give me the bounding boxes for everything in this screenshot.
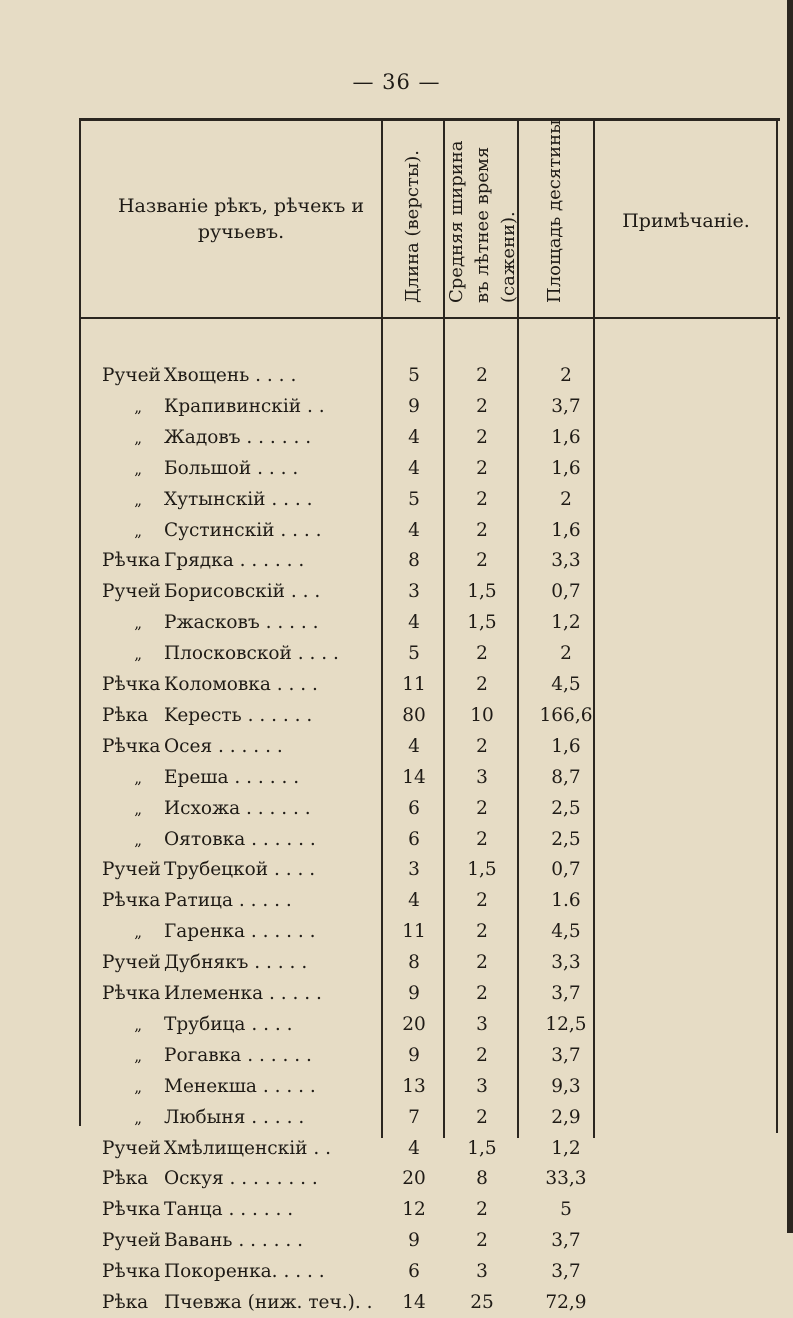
- header-width-line: (сажени).: [498, 211, 519, 303]
- river-name-cell: [102, 545, 378, 576]
- river-name-cell: [102, 916, 378, 948]
- type-prefix: Рѣчка: [102, 550, 161, 572]
- table-row: [0, 978, 793, 1009]
- area-cell: 1,6: [551, 426, 581, 448]
- length-cell: 20: [402, 1168, 426, 1190]
- area-cell: 1,6: [551, 519, 581, 541]
- river-name: Ратица . . . . .: [164, 890, 292, 912]
- type-prefix: „: [134, 459, 142, 478]
- width-cell: 2: [476, 365, 488, 386]
- area-cell: 3,3: [551, 550, 581, 572]
- width-cell: 2: [476, 488, 488, 510]
- area-cell: 3,7: [551, 1044, 581, 1066]
- river-name-cell: [102, 360, 378, 391]
- type-prefix: Рѣчка: [102, 890, 161, 912]
- table-row: [0, 1287, 793, 1318]
- length-cell: 9: [408, 1230, 420, 1252]
- table-row: [0, 1133, 793, 1164]
- river-name-cell: [102, 978, 378, 1009]
- type-prefix: Ручей: [102, 1230, 161, 1252]
- type-prefix: Рѣка: [102, 1168, 149, 1190]
- river-name-cell: [102, 793, 378, 825]
- river-name-cell: [102, 607, 378, 639]
- area-cell: 3,7: [551, 983, 581, 1004]
- river-name: Крапивинскій . .: [164, 395, 325, 417]
- width-cell: 2: [476, 1230, 488, 1252]
- width-cell: 3: [476, 1075, 488, 1097]
- river-name: Грядка . . . . . .: [164, 550, 305, 572]
- table-top-rule: [80, 118, 780, 121]
- area-cell: 1,2: [551, 1137, 581, 1159]
- header-width-line: Средняя ширина: [446, 140, 467, 303]
- length-cell: 3: [408, 859, 420, 881]
- length-cell: 4: [408, 890, 420, 912]
- river-name: Дубнякъ . . . . .: [164, 952, 308, 974]
- river-name-cell: [102, 1194, 378, 1225]
- river-name: Плосковской . . . .: [164, 643, 339, 665]
- river-name-cell: [102, 947, 378, 978]
- area-cell: 12,5: [545, 1013, 587, 1035]
- area-cell: 1.6: [551, 890, 581, 912]
- area-cell: 0,7: [551, 581, 581, 603]
- river-name-cell: [102, 453, 378, 485]
- width-cell: 2: [476, 735, 488, 757]
- table-row: [0, 484, 793, 515]
- type-prefix: „: [134, 1077, 142, 1096]
- area-cell: 3,7: [551, 1261, 581, 1283]
- width-cell: 2: [476, 426, 488, 448]
- river-name: Keресть . . . . . .: [164, 704, 313, 726]
- table-row: [0, 1009, 793, 1040]
- table-row: [0, 731, 793, 762]
- area-cell: 4,5: [551, 921, 581, 943]
- river-name: Сустинскій . . . .: [164, 519, 322, 541]
- width-cell: 2: [476, 983, 488, 1004]
- header-area-column: Площадь десятины: [544, 119, 565, 303]
- length-cell: 4: [408, 457, 420, 479]
- length-cell: 14: [402, 1292, 426, 1313]
- river-name: Вавань . . . . . .: [164, 1230, 304, 1252]
- area-cell: 3,7: [551, 1230, 581, 1252]
- river-name-cell: [102, 1102, 378, 1134]
- width-cell: 8: [476, 1168, 488, 1190]
- area-cell: 72,9: [545, 1292, 587, 1313]
- river-name: Жадовъ . . . . . .: [164, 426, 312, 448]
- river-name: Исхожа . . . . . .: [164, 797, 311, 819]
- table-row: [0, 1071, 793, 1102]
- width-cell: 2: [476, 921, 488, 943]
- table-row: [0, 1040, 793, 1071]
- river-name-cell: [102, 731, 378, 762]
- type-prefix: Ручей: [102, 1137, 161, 1159]
- width-cell: 2: [476, 797, 488, 819]
- area-cell: 2,5: [551, 828, 581, 850]
- table-row: [0, 885, 793, 916]
- area-cell: 166,6: [539, 704, 593, 726]
- table-row: [0, 916, 793, 947]
- type-prefix: „: [134, 1015, 142, 1034]
- river-name-cell: [102, 422, 378, 454]
- header-width-line: въ лѣтнее время: [472, 146, 493, 303]
- table-row: [0, 1102, 793, 1133]
- river-name-cell: [102, 762, 378, 794]
- area-cell: 1,6: [551, 735, 581, 757]
- river-name-cell: [102, 1040, 378, 1072]
- length-cell: 8: [408, 550, 420, 572]
- type-prefix: „: [134, 428, 142, 447]
- length-cell: 5: [408, 488, 420, 510]
- header-name-column: Названіе рѣкъ, рѣчекъ и ручьевъ.: [117, 195, 365, 243]
- area-cell: 1,6: [551, 457, 581, 479]
- river-name-cell: [102, 1163, 378, 1194]
- table-row: [0, 1194, 793, 1225]
- type-prefix: „: [134, 521, 142, 540]
- length-cell: 6: [408, 828, 420, 850]
- width-cell: 3: [476, 766, 488, 788]
- area-cell: 5: [560, 1199, 572, 1221]
- river-name: Гаренка . . . . . .: [164, 921, 316, 943]
- river-name: Любыня . . . . .: [164, 1106, 305, 1128]
- river-name-cell: [102, 669, 378, 700]
- river-name-cell: [102, 1256, 378, 1287]
- width-cell: 10: [470, 704, 494, 726]
- width-cell: 2: [476, 519, 488, 541]
- width-cell: 2: [476, 674, 488, 695]
- river-name: Менекша . . . . .: [164, 1075, 316, 1097]
- river-name: Большой . . . .: [164, 457, 299, 479]
- type-prefix: „: [134, 799, 142, 818]
- length-cell: 9: [408, 395, 420, 417]
- table-row: [0, 422, 793, 453]
- table-row: [0, 1163, 793, 1194]
- length-cell: 3: [408, 581, 420, 603]
- table-row: [0, 576, 793, 607]
- table-row: [0, 515, 793, 546]
- type-prefix: „: [134, 614, 142, 633]
- river-name-cell: [102, 576, 378, 607]
- width-cell: 2: [476, 828, 488, 850]
- table-row: [0, 762, 793, 793]
- type-prefix: „: [134, 645, 142, 664]
- width-cell: 2: [476, 457, 488, 479]
- width-cell: 1,5: [467, 581, 497, 603]
- page-number: — 36 —: [352, 70, 441, 94]
- river-name: Осея . . . . . .: [164, 735, 283, 757]
- river-name: Борисовскій . . .: [164, 581, 321, 603]
- width-cell: 25: [470, 1292, 494, 1313]
- area-cell: 4,5: [551, 674, 581, 695]
- header-note-column: Примѣчаніе.: [622, 210, 750, 232]
- type-prefix: Рѣка: [102, 1292, 149, 1313]
- area-cell: 2: [560, 365, 572, 386]
- length-cell: 80: [402, 704, 426, 726]
- type-prefix: Ручей: [102, 581, 161, 603]
- area-cell: 2,5: [551, 797, 581, 819]
- width-cell: 3: [476, 1013, 488, 1035]
- length-cell: 5: [408, 365, 420, 386]
- type-prefix: Рѣчка: [102, 735, 161, 757]
- width-cell: 2: [476, 395, 488, 417]
- river-name-cell: [102, 1071, 378, 1103]
- header-width-column: [444, 141, 522, 303]
- river-name: Хутынскій . . . .: [164, 488, 313, 510]
- type-prefix: „: [134, 830, 142, 849]
- length-cell: 11: [402, 921, 426, 943]
- river-name: Ереша . . . . . .: [164, 766, 300, 788]
- river-name-cell: [102, 515, 378, 547]
- table-row: [0, 453, 793, 484]
- length-cell: 9: [408, 983, 420, 1004]
- river-name-cell: [102, 824, 378, 856]
- type-prefix: Рѣчка: [102, 1199, 161, 1221]
- area-cell: 8,7: [551, 766, 581, 788]
- river-name-cell: [102, 391, 378, 423]
- length-cell: 6: [408, 797, 420, 819]
- length-cell: 11: [402, 674, 426, 695]
- river-name-cell: [102, 1287, 378, 1318]
- area-cell: 2: [560, 488, 572, 510]
- width-cell: 3: [476, 1261, 488, 1283]
- type-prefix: Ручей: [102, 952, 161, 974]
- type-prefix: „: [134, 490, 142, 509]
- table-row: [0, 1225, 793, 1256]
- river-name-cell: [102, 1225, 378, 1256]
- table-row: [0, 947, 793, 978]
- length-cell: 4: [408, 1137, 420, 1159]
- river-name: Оятовка . . . . . .: [164, 828, 316, 850]
- length-cell: 12: [402, 1199, 426, 1221]
- width-cell: 2: [476, 1106, 488, 1128]
- width-cell: 2: [476, 643, 488, 665]
- length-cell: 5: [408, 643, 420, 665]
- table-row: [0, 1256, 793, 1287]
- river-name: Илеменка . . . . .: [164, 983, 322, 1004]
- type-prefix: „: [134, 397, 142, 416]
- river-name: Трубецкой . . . .: [164, 859, 316, 881]
- width-cell: 1,5: [467, 859, 497, 881]
- table-row: [0, 360, 793, 391]
- table-row: [0, 607, 793, 638]
- table-row: [0, 793, 793, 824]
- table-row: [0, 824, 793, 855]
- type-prefix: „: [134, 1108, 142, 1127]
- river-name-cell: [102, 700, 378, 731]
- length-cell: 4: [408, 519, 420, 541]
- length-cell: 4: [408, 735, 420, 757]
- length-cell: 14: [402, 766, 426, 788]
- river-name: Трубица . . . .: [164, 1013, 293, 1035]
- area-cell: 2: [560, 643, 572, 665]
- width-cell: 1,5: [467, 1137, 497, 1159]
- table-row: [0, 669, 793, 700]
- type-prefix: Рѣчка: [102, 983, 161, 1004]
- length-cell: 7: [408, 1106, 420, 1128]
- type-prefix: Ручей: [102, 365, 161, 386]
- table-row: [0, 854, 793, 885]
- river-name-cell: [102, 638, 378, 670]
- river-name-cell: [102, 885, 378, 916]
- area-cell: 2,9: [551, 1106, 581, 1128]
- area-cell: 3,7: [551, 395, 581, 417]
- width-cell: 2: [476, 550, 488, 572]
- area-cell: 9,3: [551, 1075, 581, 1097]
- area-cell: 0,7: [551, 859, 581, 881]
- river-name: Хмѣлищенскій . .: [164, 1137, 331, 1159]
- river-name: Танца . . . . . .: [164, 1199, 294, 1221]
- table-row: [0, 391, 793, 422]
- width-cell: 1,5: [467, 612, 497, 634]
- river-name: Пчевжа (ниж. теч.). .: [164, 1292, 373, 1313]
- type-prefix: „: [134, 923, 142, 942]
- area-cell: 3,3: [551, 952, 581, 974]
- header-length-column: Длина (версты).: [402, 150, 423, 303]
- river-name-cell: [102, 1009, 378, 1041]
- table-row: [0, 700, 793, 731]
- area-cell: 33,3: [545, 1168, 587, 1190]
- width-cell: 2: [476, 890, 488, 912]
- type-prefix: Рѣчка: [102, 1261, 161, 1283]
- river-name: Ржасковъ . . . . .: [164, 612, 319, 634]
- table-row: [0, 545, 793, 576]
- type-prefix: „: [134, 768, 142, 787]
- type-prefix: Рѣчка: [102, 674, 161, 695]
- river-name: Коломовка . . . .: [164, 674, 318, 695]
- river-name-cell: [102, 854, 378, 885]
- table-row: [0, 638, 793, 669]
- type-prefix: Ручей: [102, 859, 161, 881]
- type-prefix: „: [134, 1046, 142, 1065]
- river-name: Оскуя . . . . . . . .: [164, 1168, 318, 1190]
- river-name: Рогавка . . . . . .: [164, 1044, 312, 1066]
- width-cell: 2: [476, 1044, 488, 1066]
- river-name-cell: [102, 1133, 378, 1164]
- length-cell: 4: [408, 426, 420, 448]
- width-cell: 2: [476, 952, 488, 974]
- river-name: Покоренка. . . . .: [164, 1261, 325, 1283]
- length-cell: 20: [402, 1013, 426, 1035]
- length-cell: 13: [402, 1075, 426, 1097]
- table-header-rule: [80, 317, 780, 319]
- length-cell: 4: [408, 612, 420, 634]
- river-name-cell: [102, 484, 378, 516]
- river-name: Хвощень . . . .: [164, 365, 297, 386]
- length-cell: 6: [408, 1261, 420, 1283]
- length-cell: 8: [408, 952, 420, 974]
- area-cell: 1,2: [551, 612, 581, 634]
- length-cell: 9: [408, 1044, 420, 1066]
- width-cell: 2: [476, 1199, 488, 1221]
- type-prefix: Рѣка: [102, 704, 149, 726]
